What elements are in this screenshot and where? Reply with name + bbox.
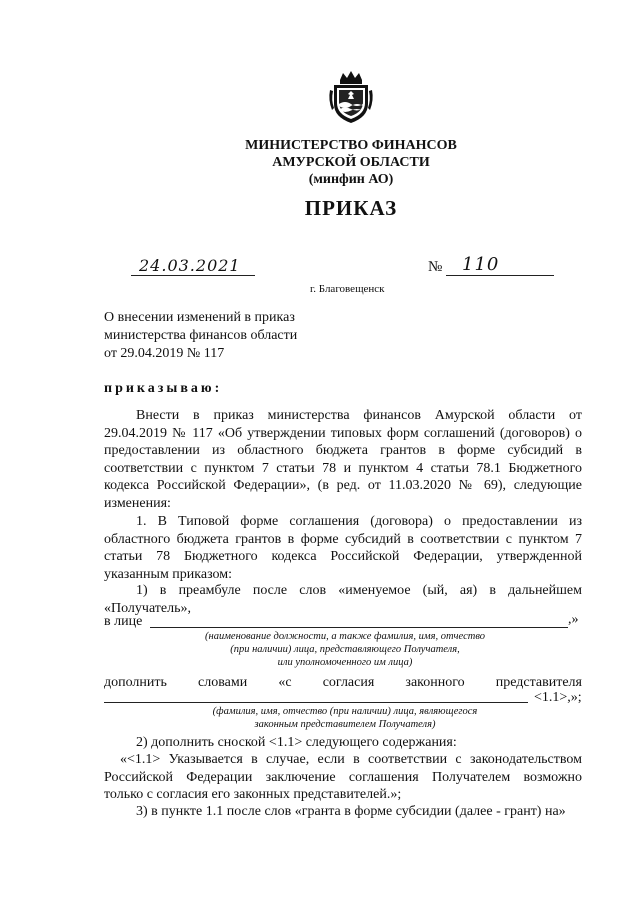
field-note [140,705,550,731]
text-line: соответствии с пунктом 7 статьи 78 и пунктом 4 статьи 78.1 Бюджетного [104,460,582,476]
text-line: указанным приказом: [104,566,233,582]
text-line: в лице [104,614,143,629]
paragraph-subitem-1 [104,582,582,617]
text-line: изменения: [104,495,171,511]
document-date: 24.03.2021 [139,256,241,275]
date-underline [131,275,255,276]
word: согласия [322,675,375,690]
paragraph-addition [104,674,582,692]
word: дополнить [104,675,167,690]
text-line: 1. В Типовой форме соглашения (договора) о предоставлении из [136,514,582,529]
text-line: ,» [568,612,579,627]
note-line: (при наличии) лица, представляющего Получателя, [230,644,460,655]
ministry-name-line2: АМУРСКОЙ ОБЛАСТИ [272,155,430,170]
fill-in-blank [104,702,528,703]
order-directive: приказываю: [104,381,223,396]
paragraph-subitem-3: 3) в пункте 1.1 после слов «гранта в форме субсидии (далее - грант) на» [136,804,566,819]
note-line: законным представителем Получателя) [254,719,436,730]
word: представителя [495,675,582,690]
document-number: 110 [462,254,500,275]
document-title: ПРИКАЗ [304,196,398,220]
paragraph-intro [104,407,582,512]
subject-line: О внесении изменений в приказ [104,310,295,325]
subject-line: от 29.04.2019 № 117 [104,346,225,361]
note-line: (фамилия, имя, отчество (при наличии) лица, являющегося [212,706,478,717]
paragraph-footnote [104,751,582,804]
text-line: статьи 78 Бюджетного кодекса Российской Федерации, утвержденной [104,549,582,564]
word: законного [405,675,465,690]
coat-of-arms-emblem [328,70,374,124]
text-line: «<1.1> Указывается в случае, если в соответствии с законодательством [120,752,582,767]
note-line: (наименование должности, а также фамилия, имя, отчество [205,631,485,642]
document-subject [104,309,364,363]
text-line: предоставлении из областного бюджета грантов в форме субсидий в [104,443,582,458]
text-line: «Получатель», [104,600,192,616]
text-line: кодекса Российской Федерации», (в ред. от 11.03.2020 № 69), следующие [104,478,582,493]
city: г. Благовещенск [310,283,385,295]
paragraph-item-1 [104,513,582,583]
text-line: только с согласия его законных представителей.»; [104,787,402,802]
fill-in-blank [150,627,568,628]
field-note [140,630,550,669]
text-line: областного бюджета грантов в форме субсидий в соответствии с пунктом 7 [104,531,582,547]
text-line: 1) в преамбуле после слов «именуемое (ый, ая) в дальнейшем [136,583,582,598]
word: словами [198,675,248,690]
ministry-short-name: (минфин АО) [308,172,394,187]
text-line: 29.04.2019 № 117 «Об утверждении типовых форм соглашений (договоров) о [104,425,582,441]
number-label: № [428,259,443,275]
paragraph-subitem-2: 2) дополнить сноской <1.1> следующего содержания: [136,735,457,750]
text-line: Российской Федерации заключение соглашения Получателем возможно [104,769,582,785]
word: «с [278,675,292,690]
subject-line: министерства финансов области [104,328,298,343]
text-line: Внести в приказ министерства финансов Амурской области от [136,408,582,423]
ministry-name-line1: МИНИСТЕРСТВО ФИНАНСОВ [245,138,457,153]
note-line: или уполномоченного им лица) [277,657,413,668]
text-line: <1.1>,»; [534,690,582,705]
number-underline [446,275,554,276]
